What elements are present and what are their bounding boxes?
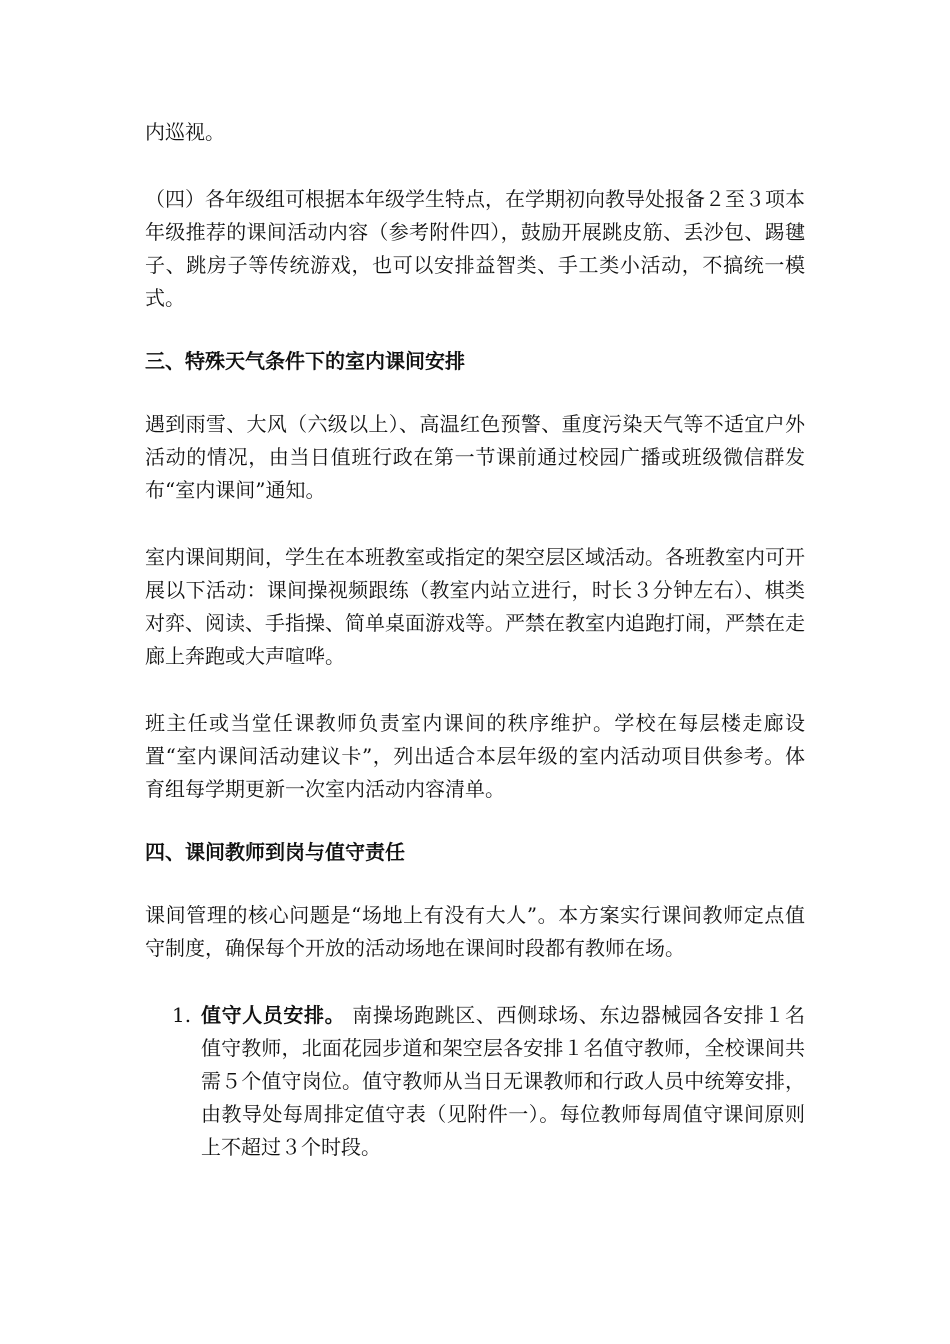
paragraph-continuation: 内巡视。 bbox=[145, 120, 225, 144]
section-heading-3: 三、特殊天气条件下的室内课间安排 bbox=[145, 349, 465, 373]
paragraph-grade-activities: （四）各年级组可根据本年级学生特点，在学期初向教导处报备２至３项本年级推荐的课间活动内容（参考附件四），鼓励开展跳皮筋、丢沙包、踢毽子、跳房子等传统游戏，也可以安排益智类、手工类小活动，不搞统一模式。 bbox=[145, 187, 805, 310]
list-item bbox=[145, 999, 805, 1164]
duty-list bbox=[145, 999, 805, 1164]
list-item-text: 南操场跑跳区、西侧球场、东边器械园各安排１名值守教师，北面花园步道和架空层各安排１名值守教师，全校课间共需５个值守岗位。值守教师从当日无课教师和行政人员中统筹安排，由教导处每周排定值守表（见附件一）。每位教师每周值守课间原则上不超过３个时段。 bbox=[201, 1003, 806, 1159]
paragraph-indoor-order: 班主任或当堂任课教师负责室内课间的秩序维护。学校在每层楼走廊设置“室内课间活动建议卡”，列出适合本层年级的室内活动项目供参考。体育组每学期更新一次室内活动内容清单。 bbox=[145, 711, 805, 801]
paragraph-indoor-activities: 室内课间期间，学生在本班教室或指定的架空层区域活动。各班教室内可开展以下活动：课间操视频跟练（教室内站立进行，时长３分钟左右）、棋类对弈、阅读、手指操、简单桌面游戏等。严禁在教室内追跑打闹，严禁在走廊上奔跑或大声喧哗。 bbox=[145, 545, 805, 668]
paragraph-duty-core: 课间管理的核心问题是“场地上有没有大人”。本方案实行课间教师定点值守制度，确保每个开放的活动场地在课间时段都有教师在场。 bbox=[145, 903, 805, 960]
list-item-number: 1. bbox=[172, 1003, 192, 1027]
document-page bbox=[145, 116, 805, 1164]
section-heading-4: 四、课间教师到岗与值守责任 bbox=[145, 840, 405, 864]
list-item-lead: 值守人员安排。 bbox=[201, 1003, 346, 1027]
paragraph-weather-notice: 遇到雨雪、大风（六级以上）、高温红色预警、重度污染天气等不适宜户外活动的情况，由当日值班行政在第一节课前通过校园广播或班级微信群发布“室内课间”通知。 bbox=[145, 412, 805, 502]
